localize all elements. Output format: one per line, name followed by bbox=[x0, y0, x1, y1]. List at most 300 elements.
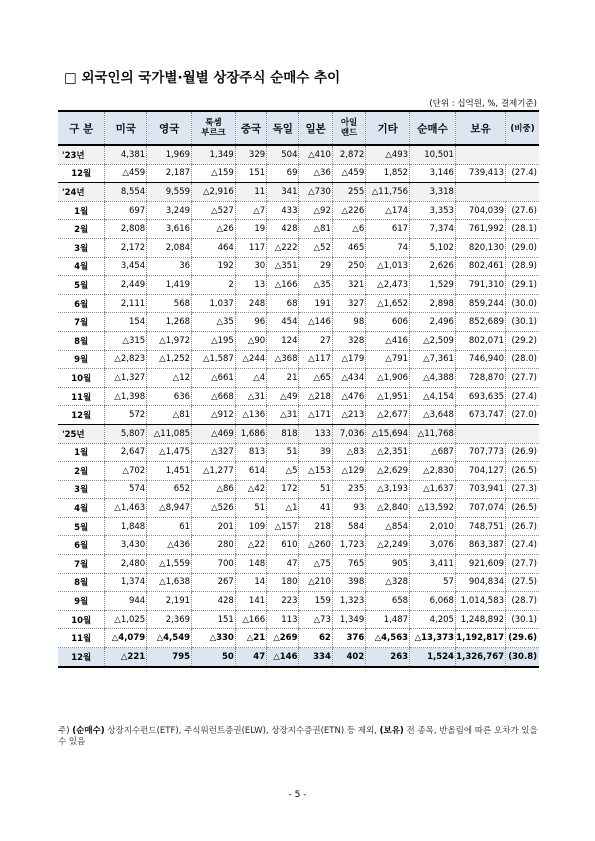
table-cell: 62 bbox=[299, 629, 332, 648]
table-cell: 707,773 bbox=[455, 443, 505, 462]
table-cell: △4,563 bbox=[366, 629, 410, 648]
table-cell: 250 bbox=[332, 257, 365, 276]
table-cell: 3,353 bbox=[410, 201, 456, 220]
month-row bbox=[58, 313, 539, 332]
footnote-text-2: 전 종목, 반올림에 따른 오차가 있을 수 있음 bbox=[58, 726, 538, 747]
table-cell: △221 bbox=[105, 648, 147, 667]
table-cell: 704,127 bbox=[455, 462, 505, 481]
header-uk: 영국 bbox=[147, 111, 192, 145]
row-label: 10월 bbox=[58, 610, 105, 629]
table-cell: 2,111 bbox=[105, 294, 147, 313]
table-cell: △171 bbox=[299, 406, 332, 425]
table-cell: (28.1) bbox=[506, 220, 539, 239]
table-cell: △6 bbox=[332, 220, 365, 239]
table-cell: △129 bbox=[332, 462, 365, 481]
month-row bbox=[58, 294, 539, 313]
table-cell: 93 bbox=[332, 499, 365, 518]
table-cell: △1,638 bbox=[147, 573, 192, 592]
table-cell: 1,326,767 bbox=[455, 648, 505, 667]
table-cell: △434 bbox=[332, 369, 365, 388]
table-cell: △260 bbox=[299, 536, 332, 555]
table-cell: 568 bbox=[147, 294, 192, 313]
table-cell: (30.1) bbox=[506, 610, 539, 629]
table-cell: △4,388 bbox=[410, 369, 456, 388]
footnote-prefix: 주) bbox=[58, 726, 73, 736]
table-cell: 172 bbox=[267, 480, 299, 499]
table-cell: (29.0) bbox=[506, 238, 539, 257]
table-cell: 50 bbox=[192, 648, 236, 667]
table-cell: 428 bbox=[267, 220, 299, 239]
year-row bbox=[58, 145, 539, 164]
table-cell: 4,381 bbox=[105, 145, 147, 164]
table-cell: (29.1) bbox=[506, 276, 539, 295]
table-cell: △174 bbox=[366, 201, 410, 220]
month-row bbox=[58, 443, 539, 462]
table-cell: 921,609 bbox=[455, 555, 505, 574]
table-cell: △226 bbox=[332, 201, 365, 220]
month-row bbox=[58, 573, 539, 592]
table-cell: 263 bbox=[366, 648, 410, 667]
table-cell: 248 bbox=[235, 294, 266, 313]
table-cell: 3,616 bbox=[147, 220, 192, 239]
table-cell: △1,327 bbox=[105, 369, 147, 388]
table-cell: △661 bbox=[192, 369, 236, 388]
table-cell: △854 bbox=[366, 517, 410, 536]
month-row bbox=[58, 648, 539, 667]
table-cell: 3,318 bbox=[410, 183, 456, 202]
month-row bbox=[58, 629, 539, 648]
table-cell: △687 bbox=[410, 443, 456, 462]
month-row bbox=[58, 369, 539, 388]
row-label: 2월 bbox=[58, 220, 105, 239]
table-cell: △11,085 bbox=[147, 424, 192, 443]
page-title: □ 외국인의 국가별·월별 상장주식 순매수 추이 bbox=[64, 70, 341, 86]
table-cell: 1,349 bbox=[332, 610, 365, 629]
header-row bbox=[58, 111, 539, 145]
row-label: 9월 bbox=[58, 592, 105, 611]
table-cell: △1,652 bbox=[366, 294, 410, 313]
table-cell: △7,361 bbox=[410, 350, 456, 369]
table-cell: △35 bbox=[299, 276, 332, 295]
table-cell: △1,463 bbox=[105, 499, 147, 518]
table-cell: 1,268 bbox=[147, 313, 192, 332]
table-cell: 703,941 bbox=[455, 480, 505, 499]
table-cell: △166 bbox=[235, 610, 266, 629]
table-cell: 465 bbox=[332, 238, 365, 257]
table-cell: 572 bbox=[105, 406, 147, 425]
table-cell: 3,411 bbox=[410, 555, 456, 574]
row-label: 12월 bbox=[58, 648, 105, 667]
table-cell: △912 bbox=[192, 406, 236, 425]
header-holdings: 보유 bbox=[455, 111, 505, 145]
table-cell: 504 bbox=[267, 145, 299, 164]
table-cell: 4,205 bbox=[410, 610, 456, 629]
table-cell: 704,039 bbox=[455, 201, 505, 220]
table-cell: 739,413 bbox=[455, 164, 505, 183]
table-cell: (27.0) bbox=[506, 406, 539, 425]
table-cell: △1,951 bbox=[366, 387, 410, 406]
table-cell: △2,249 bbox=[366, 536, 410, 555]
table-cell: 69 bbox=[267, 164, 299, 183]
table-cell: (27.4) bbox=[506, 387, 539, 406]
month-row bbox=[58, 387, 539, 406]
table-cell: △2,823 bbox=[105, 350, 147, 369]
table-cell: △1,559 bbox=[147, 555, 192, 574]
table-cell: 180 bbox=[267, 573, 299, 592]
month-row bbox=[58, 499, 539, 518]
table-cell: 610 bbox=[267, 536, 299, 555]
net-purchase-table bbox=[58, 110, 539, 668]
table-cell: 1,524 bbox=[410, 648, 456, 667]
footnote-holdings-tag: (보유) bbox=[379, 726, 404, 736]
table-cell: △65 bbox=[299, 369, 332, 388]
table-cell: 1,969 bbox=[147, 145, 192, 164]
table-cell: 1,248,892 bbox=[455, 610, 505, 629]
table-cell: 3,146 bbox=[410, 164, 456, 183]
header-luxembourg: 룩셈 부르크 bbox=[192, 111, 236, 145]
table-cell: 9,559 bbox=[147, 183, 192, 202]
table-cell: 133 bbox=[299, 424, 332, 443]
table-cell: 1,529 bbox=[410, 276, 456, 295]
table-cell: △35 bbox=[192, 313, 236, 332]
row-label: 3월 bbox=[58, 480, 105, 499]
table-cell: △410 bbox=[299, 145, 332, 164]
table-cell: 51 bbox=[267, 443, 299, 462]
table-cell: 154 bbox=[105, 313, 147, 332]
table-cell: (27.4) bbox=[506, 164, 539, 183]
unit-note: (단위 : 십억원, %, 결제기준) bbox=[429, 99, 537, 109]
table-cell: 159 bbox=[299, 592, 332, 611]
table-cell: 201 bbox=[192, 517, 236, 536]
table-cell: △328 bbox=[366, 573, 410, 592]
table-cell: 802,461 bbox=[455, 257, 505, 276]
table-cell: (28.7) bbox=[506, 592, 539, 611]
table-cell: 697 bbox=[105, 201, 147, 220]
table-cell: 636 bbox=[147, 387, 192, 406]
row-label: '23년 bbox=[58, 145, 105, 164]
table-cell: △4,549 bbox=[147, 629, 192, 648]
table-cell: 2,172 bbox=[105, 238, 147, 257]
table-cell: △1,475 bbox=[147, 443, 192, 462]
table-cell: △244 bbox=[235, 350, 266, 369]
table-cell: 8,554 bbox=[105, 183, 147, 202]
header-usa: 미국 bbox=[105, 111, 147, 145]
table-cell: (27.6) bbox=[506, 201, 539, 220]
table-cell: △146 bbox=[299, 313, 332, 332]
table-cell: 454 bbox=[267, 313, 299, 332]
table-cell: △416 bbox=[366, 331, 410, 350]
table-body bbox=[58, 145, 539, 667]
table-cell: 5,102 bbox=[410, 238, 456, 257]
row-label: 10월 bbox=[58, 369, 105, 388]
table-cell: 3,454 bbox=[105, 257, 147, 276]
row-label: 3월 bbox=[58, 238, 105, 257]
table-cell: 2,369 bbox=[147, 610, 192, 629]
table-cell: △81 bbox=[147, 406, 192, 425]
table-cell: 334 bbox=[299, 648, 332, 667]
table-cell: △4 bbox=[235, 369, 266, 388]
table-cell: 19 bbox=[235, 220, 266, 239]
table-cell: 728,870 bbox=[455, 369, 505, 388]
table-cell: △86 bbox=[192, 480, 236, 499]
table-cell: △2,840 bbox=[366, 499, 410, 518]
table-cell: 7,036 bbox=[332, 424, 365, 443]
table-cell: 1,419 bbox=[147, 276, 192, 295]
table-cell: △75 bbox=[299, 555, 332, 574]
month-row bbox=[58, 276, 539, 295]
table-cell: 1,686 bbox=[235, 424, 266, 443]
table-cell: 267 bbox=[192, 573, 236, 592]
table-cell: 96 bbox=[235, 313, 266, 332]
table-cell: (27.4) bbox=[506, 536, 539, 555]
table-cell: 2,626 bbox=[410, 257, 456, 276]
table-cell: 795 bbox=[147, 648, 192, 667]
row-label: 8월 bbox=[58, 573, 105, 592]
table-cell: △327 bbox=[192, 443, 236, 462]
header-japan: 일본 bbox=[299, 111, 332, 145]
table-cell: 1,323 bbox=[332, 592, 365, 611]
table-cell: 29 bbox=[299, 257, 332, 276]
table-cell: (27.3) bbox=[506, 480, 539, 499]
table-cell: 820,130 bbox=[455, 238, 505, 257]
table-cell: △526 bbox=[192, 499, 236, 518]
table-cell: 606 bbox=[366, 313, 410, 332]
table-cell: 1,487 bbox=[366, 610, 410, 629]
footnote-net-purchase-tag: (순매수) bbox=[72, 726, 105, 736]
table-cell bbox=[455, 424, 539, 443]
table-cell: 673,747 bbox=[455, 406, 505, 425]
table-cell: 328 bbox=[332, 331, 365, 350]
table-cell: 1,852 bbox=[366, 164, 410, 183]
table-cell: 148 bbox=[235, 555, 266, 574]
table-cell: (26.7) bbox=[506, 517, 539, 536]
table-cell: 402 bbox=[332, 648, 365, 667]
month-row bbox=[58, 462, 539, 481]
page-number: - 5 - bbox=[288, 790, 307, 800]
table-cell: △2,916 bbox=[192, 183, 236, 202]
table-cell: 341 bbox=[267, 183, 299, 202]
table-cell: 5,807 bbox=[105, 424, 147, 443]
table-cell: 791,310 bbox=[455, 276, 505, 295]
row-label: 8월 bbox=[58, 331, 105, 350]
table-cell: △330 bbox=[192, 629, 236, 648]
table-cell: 859,244 bbox=[455, 294, 505, 313]
table-cell: △22 bbox=[235, 536, 266, 555]
table-cell: △8,947 bbox=[147, 499, 192, 518]
table-cell: △195 bbox=[192, 331, 236, 350]
table-cell: 852,689 bbox=[455, 313, 505, 332]
table-cell: 584 bbox=[332, 517, 365, 536]
table-cell: △1,252 bbox=[147, 350, 192, 369]
table-cell: △368 bbox=[267, 350, 299, 369]
table-cell: 192 bbox=[192, 257, 236, 276]
table-cell: △1,277 bbox=[192, 462, 236, 481]
table-cell: △90 bbox=[235, 331, 266, 350]
table-cell: 2,449 bbox=[105, 276, 147, 295]
table-cell: (28.0) bbox=[506, 350, 539, 369]
table-cell: 765 bbox=[332, 555, 365, 574]
table-cell: △117 bbox=[299, 350, 332, 369]
table-cell: △218 bbox=[299, 387, 332, 406]
month-row bbox=[58, 257, 539, 276]
row-label: 11월 bbox=[58, 387, 105, 406]
table-cell: (30.8) bbox=[506, 648, 539, 667]
table-cell: 255 bbox=[332, 183, 365, 202]
table-cell: 41 bbox=[299, 499, 332, 518]
table-cell: △1,398 bbox=[105, 387, 147, 406]
row-label: 12월 bbox=[58, 406, 105, 425]
year-row bbox=[58, 424, 539, 443]
table-cell: 2,808 bbox=[105, 220, 147, 239]
table-cell: 746,940 bbox=[455, 350, 505, 369]
table-cell: △2,351 bbox=[366, 443, 410, 462]
table-cell: △5 bbox=[267, 462, 299, 481]
table-cell: 398 bbox=[332, 573, 365, 592]
month-row bbox=[58, 331, 539, 350]
table-cell: 57 bbox=[410, 573, 456, 592]
table-cell: △222 bbox=[267, 238, 299, 257]
header-china: 중국 bbox=[235, 111, 266, 145]
table-cell: △146 bbox=[267, 648, 299, 667]
table-cell: △2,509 bbox=[410, 331, 456, 350]
table-cell: 21 bbox=[267, 369, 299, 388]
table-cell: 1,374 bbox=[105, 573, 147, 592]
table-cell: 652 bbox=[147, 480, 192, 499]
table-cell: △26 bbox=[192, 220, 236, 239]
table-cell: 151 bbox=[235, 164, 266, 183]
table-cell: 376 bbox=[332, 629, 365, 648]
table-cell: 39 bbox=[299, 443, 332, 462]
table-cell: △81 bbox=[299, 220, 332, 239]
row-label: 4월 bbox=[58, 257, 105, 276]
month-row bbox=[58, 555, 539, 574]
table-cell: 3,430 bbox=[105, 536, 147, 555]
row-label: 7월 bbox=[58, 555, 105, 574]
table-cell: (27.7) bbox=[506, 555, 539, 574]
month-row bbox=[58, 406, 539, 425]
row-label: 12월 bbox=[58, 164, 105, 183]
table-cell bbox=[455, 145, 539, 164]
table-cell: 327 bbox=[332, 294, 365, 313]
table-cell: 141 bbox=[235, 592, 266, 611]
table-cell: 863,387 bbox=[455, 536, 505, 555]
row-label: 6월 bbox=[58, 536, 105, 555]
table-cell: (26.5) bbox=[506, 499, 539, 518]
row-label: 11월 bbox=[58, 629, 105, 648]
row-label: 7월 bbox=[58, 313, 105, 332]
table-cell: △1 bbox=[267, 499, 299, 518]
table-cell: 813 bbox=[235, 443, 266, 462]
table-cell: 1,192,817 bbox=[455, 629, 505, 648]
month-row bbox=[58, 610, 539, 629]
table-cell: 464 bbox=[192, 238, 236, 257]
table-cell: 51 bbox=[299, 480, 332, 499]
table-cell: 27 bbox=[299, 331, 332, 350]
table-cell: △83 bbox=[332, 443, 365, 462]
table-cell: 1,037 bbox=[192, 294, 236, 313]
table-cell: △11,768 bbox=[410, 424, 456, 443]
table-cell: △315 bbox=[105, 331, 147, 350]
row-label: 5월 bbox=[58, 276, 105, 295]
table-cell: 658 bbox=[366, 592, 410, 611]
table-cell: 2 bbox=[192, 276, 236, 295]
table-cell: 47 bbox=[267, 555, 299, 574]
table-cell: 1,723 bbox=[332, 536, 365, 555]
table-cell: 2,496 bbox=[410, 313, 456, 332]
table-cell: 2,084 bbox=[147, 238, 192, 257]
table-cell: 13 bbox=[235, 276, 266, 295]
table-cell: (30.1) bbox=[506, 313, 539, 332]
table-cell: △13,592 bbox=[410, 499, 456, 518]
row-label: '24년 bbox=[58, 183, 105, 202]
table-cell: △157 bbox=[267, 517, 299, 536]
table-cell: △153 bbox=[299, 462, 332, 481]
table-cell: 2,898 bbox=[410, 294, 456, 313]
table-cell: (27.7) bbox=[506, 369, 539, 388]
table-cell: 3,249 bbox=[147, 201, 192, 220]
table-cell: △166 bbox=[267, 276, 299, 295]
table-cell: 693,635 bbox=[455, 387, 505, 406]
table-cell: △493 bbox=[366, 145, 410, 164]
table-cell: 428 bbox=[192, 592, 236, 611]
table-cell: △668 bbox=[192, 387, 236, 406]
table-cell: 6,068 bbox=[410, 592, 456, 611]
table-cell: 2,872 bbox=[332, 145, 365, 164]
table-cell: △31 bbox=[267, 406, 299, 425]
table-cell: 235 bbox=[332, 480, 365, 499]
table-cell: △159 bbox=[192, 164, 236, 183]
header-others: 기타 bbox=[366, 111, 410, 145]
table-cell: △73 bbox=[299, 610, 332, 629]
header-germany: 독일 bbox=[267, 111, 299, 145]
table-cell: △436 bbox=[147, 536, 192, 555]
table-cell: △1,025 bbox=[105, 610, 147, 629]
month-row bbox=[58, 480, 539, 499]
table-cell: 748,751 bbox=[455, 517, 505, 536]
row-label: 6월 bbox=[58, 294, 105, 313]
table-cell: △459 bbox=[105, 164, 147, 183]
table-cell: 61 bbox=[147, 517, 192, 536]
table-cell: 802,071 bbox=[455, 331, 505, 350]
table-cell: (28.9) bbox=[506, 257, 539, 276]
table-cell: △4,079 bbox=[105, 629, 147, 648]
table-cell: 1,349 bbox=[192, 145, 236, 164]
header-category: 구 분 bbox=[58, 111, 105, 145]
header-share: (비중) bbox=[506, 111, 539, 145]
row-label: 9월 bbox=[58, 350, 105, 369]
table-cell: 433 bbox=[267, 201, 299, 220]
table-cell: △4,154 bbox=[410, 387, 456, 406]
table-cell: 11 bbox=[235, 183, 266, 202]
table-cell: 47 bbox=[235, 648, 266, 667]
table-cell: 68 bbox=[267, 294, 299, 313]
table-cell: △15,694 bbox=[366, 424, 410, 443]
table-cell: △7 bbox=[235, 201, 266, 220]
table-cell: △351 bbox=[267, 257, 299, 276]
table-cell: 1,451 bbox=[147, 462, 192, 481]
table-cell: 761,992 bbox=[455, 220, 505, 239]
table-cell: 904,834 bbox=[455, 573, 505, 592]
table-cell: △3,193 bbox=[366, 480, 410, 499]
table-cell: 191 bbox=[299, 294, 332, 313]
month-row bbox=[58, 238, 539, 257]
table-cell: △13,373 bbox=[410, 629, 456, 648]
table-cell: 1,848 bbox=[105, 517, 147, 536]
table-cell: 36 bbox=[147, 257, 192, 276]
table-cell: 14 bbox=[235, 573, 266, 592]
table-cell: △1,013 bbox=[366, 257, 410, 276]
table-cell: 7,374 bbox=[410, 220, 456, 239]
